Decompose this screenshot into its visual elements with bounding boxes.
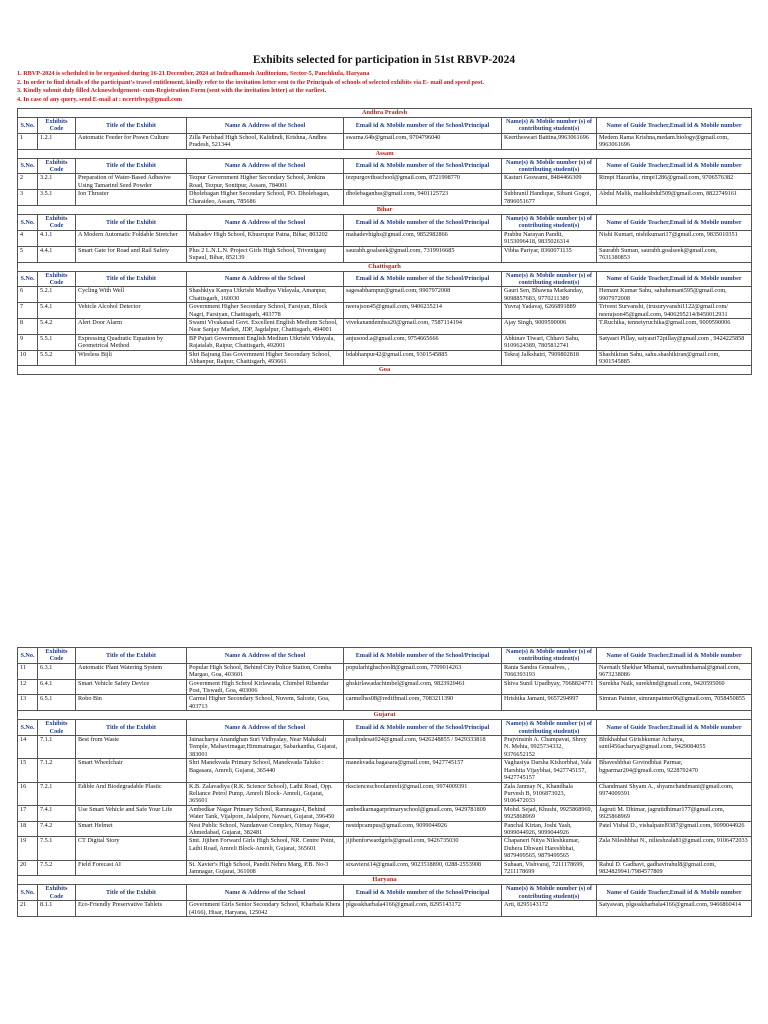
- cell-exhibit-code: 7.5.2: [38, 860, 76, 876]
- cell-school-email: tezpurgovthsschool@gmail.com, 8721998770: [344, 174, 502, 190]
- cell-students: Arti, 8295143172: [502, 901, 597, 917]
- table-row: [18, 782, 752, 805]
- cell-sno: 16: [18, 782, 38, 805]
- header-students: Name(s) & Mobile number (s) of contributing student(s): [502, 215, 597, 231]
- cell-school: Ambedkar Nagar Primary School, Ramnagar-I, Behind Water Tank, Vijalpore, Jalalpore, Navsari, Gujarat, 396450: [187, 805, 344, 821]
- header-guide-teacher: Name of Guide Teacher,Email id & Mobile number: [597, 158, 752, 174]
- cell-school: Plus 2 L.N.L.N. Project Girls High School, Triveniganj Supaul, Bihar, 852139: [187, 246, 344, 262]
- cell-guide-teacher: Jagruti M. Dhimar, jagrutidhimar177@gmail.com, 9925868969: [597, 805, 752, 821]
- cell-school: Swami Vivakanad Govt. Excellent English Medium School, Near Sanjay Market, JDP, Jagdalpur, Chattisgarh, 494001: [187, 318, 344, 334]
- cell-exhibit-title: Smart Wheelchair: [76, 759, 187, 782]
- cell-guide-teacher: Triveni Survanshi, (trusuryvanshi1122@gmail.com/ neerajson45@gmail.com, 9406295214/8450012931: [597, 303, 752, 319]
- cell-exhibit-code: 5.2.1: [38, 287, 76, 303]
- header-students: Name(s) & Mobile number (s) of contributing student(s): [502, 271, 597, 287]
- table-header-row: [18, 118, 752, 134]
- table-row: [18, 821, 752, 837]
- cell-school: Government High School Kirlawada, Chimbel Ribandar Post, Tiswadi, Goa, 403006: [187, 679, 344, 695]
- header-school-email: Email id & Mobile number of the School/Principal: [344, 118, 502, 134]
- cell-school: BP Pujari Government English Medium Utkrisht Vidayala, Rajatalab, Raipur, Chattisgarh, 492001: [187, 334, 344, 350]
- header-school: Name & Address of the School: [187, 271, 344, 287]
- cell-exhibit-title: Smart Gate for Road and Rail Safety: [76, 246, 187, 262]
- header-school: Name & Address of the School: [187, 720, 344, 736]
- cell-exhibit-title: Vehicle Alcohol Detector: [76, 303, 187, 319]
- cell-school-email: stxaviersi14@gmail.com, 9023518890, 0288-2553908: [344, 860, 502, 876]
- cell-school: Government Girls Senior Secondary School, Kharbala Khera (4166), Hisar, Haryana, 125042: [187, 901, 344, 917]
- header-students: Name(s) & Mobile number (s) of contributing student(s): [502, 885, 597, 901]
- cell-exhibit-title: Automatic Feeder for Prawn Culture: [76, 133, 187, 149]
- cell-students: Hrishika Jamani, 9657294997: [502, 695, 597, 711]
- cell-school-email: mahadevhighs@gmail.com, 9852982866: [344, 230, 502, 246]
- state-row: [18, 262, 752, 271]
- cell-school: Tezpur Government Higher Secondary School, Jenkins Road, Tezpur, Sonitpur, Assam, 784001: [187, 174, 344, 190]
- cell-students: Prabhu Narayan Pandit, 9153096418, 9835026314: [502, 230, 597, 246]
- cell-students: Vibha Pariyar, 8360071135: [502, 246, 597, 262]
- header-exhibit-title: Title of the Exhibit: [76, 648, 187, 664]
- note-item: 3. Kindly submit duly filled Acknowledgement- cum-Registration Form (sent with the invitation letter) at the earliest.: [17, 87, 327, 95]
- cell-sno: 8: [18, 318, 38, 334]
- cell-exhibit-code: 4.4.1: [38, 246, 76, 262]
- state-name: Haryana: [18, 876, 752, 885]
- cell-students: Keertheswari Battina,9963061696: [502, 133, 597, 149]
- cell-exhibit-code: 5.4.1: [38, 303, 76, 319]
- cell-exhibit-title: Best from Waste: [76, 736, 187, 759]
- table-row: [18, 663, 752, 679]
- header-exhibit-title: Title of the Exhibit: [76, 271, 187, 287]
- table-row: [18, 901, 752, 917]
- header-exhibit-code: Exhibits Code: [38, 215, 76, 231]
- table-header-row: [18, 271, 752, 287]
- cell-guide-teacher: Rimpi Hazarika, rimpi1286@gmail.com, 9706576382: [597, 174, 752, 190]
- cell-school-email: popularhighschool8@gmail.com, 7709014263: [344, 663, 502, 679]
- cell-guide-teacher: T.Ruchika, tennetyruchika@gmail.com, 9009590006: [597, 318, 752, 334]
- table-row: [18, 190, 752, 206]
- header-school-email: Email id & Mobile number of the School/Principal: [344, 215, 502, 231]
- cell-students: Ajay Singh, 9009590006: [502, 318, 597, 334]
- header-exhibit-title: Title of the Exhibit: [76, 885, 187, 901]
- cell-sno: 15: [18, 759, 38, 782]
- cell-exhibit-code: 3.2.1: [38, 174, 76, 190]
- cell-school-email: dholebaganhss@gmail.com, 9401125723: [344, 190, 502, 206]
- cell-students: Abhinav Tiwari, Chhavi Sahu, 9109624389, 7805812741: [502, 334, 597, 350]
- header-school-email: Email id & Mobile number of the School/Principal: [344, 720, 502, 736]
- header-school: Name & Address of the School: [187, 648, 344, 664]
- note-item: 4. In case of any query, send E-mail at : ncertrbvp@gmail.com: [17, 95, 183, 103]
- header-sno: S.No.: [18, 118, 38, 134]
- cell-sno: 5: [18, 246, 38, 262]
- table-row: [18, 334, 752, 350]
- cell-sno: 20: [18, 860, 38, 876]
- cell-exhibit-code: 5.4.2: [38, 318, 76, 334]
- header-guide-teacher: Name of Guide Teacher,Email id & Mobile number: [597, 271, 752, 287]
- cell-sno: 6: [18, 287, 38, 303]
- cell-school-email: bdabhanpur42@gmail.com, 9301545885: [344, 350, 502, 366]
- header-guide-teacher: Name of Guide Teacher,Email id & Mobile number: [597, 215, 752, 231]
- table-row: [18, 287, 752, 303]
- header-guide-teacher: Name of Guide Teacher,Email id & Mobile number: [597, 885, 752, 901]
- state-name: Assam: [18, 149, 752, 158]
- document-title: Exhibits selected for participation in 51st RBVP-2024: [252, 54, 516, 66]
- header-exhibit-code: Exhibits Code: [38, 118, 76, 134]
- cell-guide-teacher: Chandmani Shyam A., shyamchandmani@gmail.com, 9974009391: [597, 782, 752, 805]
- header-school: Name & Address of the School: [187, 118, 344, 134]
- header-exhibit-code: Exhibits Code: [38, 158, 76, 174]
- cell-exhibit-title: Preparation of Water-Based Adhesive Using Tamarind Seed Powder: [76, 174, 187, 190]
- cell-exhibit-title: Ion Thruster: [76, 190, 187, 206]
- cell-students: Subhranil Handique, Sibani Gogoi, 7896051677: [502, 190, 597, 206]
- cell-school-email: pradipdesai024@gmail.com, 9426248855 / 9429333818: [344, 736, 502, 759]
- cell-sno: 10: [18, 350, 38, 366]
- page-gap: [0, 630, 768, 645]
- header-guide-teacher: Name of Guide Teacher,Email id & Mobile number: [597, 118, 752, 134]
- table-row: [18, 837, 752, 860]
- cell-students: Kasturi Goswami, 8484466309: [502, 174, 597, 190]
- cell-sno: 13: [18, 695, 38, 711]
- header-sno: S.No.: [18, 271, 38, 287]
- cell-students: Tekraj Jalkshatri, 7909802818: [502, 350, 597, 366]
- document-page-2: [0, 645, 768, 1024]
- cell-students: Yuvraj Yadavaj, 6266891889: [502, 303, 597, 319]
- cell-exhibit-code: 7.1.2: [38, 759, 76, 782]
- table-row: [18, 303, 752, 319]
- table-row: [18, 350, 752, 366]
- header-students: Name(s) & Mobile number (s) of contributing student(s): [502, 648, 597, 664]
- cell-exhibit-code: 7.2.1: [38, 782, 76, 805]
- cell-school: Popular High School, Behind City Police Station, Comba Margao, Goa, 403601: [187, 663, 344, 679]
- cell-exhibit-title: Automatic Plant Watering System: [76, 663, 187, 679]
- cell-exhibit-title: Cycling With Well: [76, 287, 187, 303]
- table-header-row: [18, 158, 752, 174]
- table-row: [18, 695, 752, 711]
- table-row: [18, 174, 752, 190]
- table-header-row: [18, 885, 752, 901]
- state-name: Andhra Pradesh: [18, 109, 752, 118]
- cell-school-email: jijibenforwardgirls@gmail.com, 9426735030: [344, 837, 502, 860]
- cell-school: Mahadev High School, Khusrupur Patna, Bihar, 803202: [187, 230, 344, 246]
- cell-guide-teacher: Rahul D. Gadhavi, gadhavirahul8@gmail.com, 9824829941/7984577809: [597, 860, 752, 876]
- cell-school: Dholebagan Higher Secondary School, PO. Dholebagan, Charaideo, Assam, 785686: [187, 190, 344, 206]
- cell-sno: 9: [18, 334, 38, 350]
- cell-guide-teacher: Nishi Kumari, nishikumari17@gmail.com, 9835010351: [597, 230, 752, 246]
- cell-exhibit-code: 6.3.1: [38, 663, 76, 679]
- header-exhibit-title: Title of the Exhibit: [76, 118, 187, 134]
- cell-guide-teacher: Bhaveshbhai Govindbhai Parmar, bgparmar204@gmail.com, 9228792470: [597, 759, 752, 782]
- cell-guide-teacher: Abdul Malik, malikabdul509@gmail.com, 8822749161: [597, 190, 752, 206]
- cell-exhibit-title: Smart Helmet: [76, 821, 187, 837]
- cell-guide-teacher: Patel Vishal D., vishalpatel9387@gmail.com, 9099044926: [597, 821, 752, 837]
- cell-school-email: ghskirlawadachimbel@gmail.com, 9823920461: [344, 679, 502, 695]
- header-school-email: Email id & Mobile number of the School/Principal: [344, 271, 502, 287]
- cell-sno: 4: [18, 230, 38, 246]
- cell-school-email: plgssskharbala4166@gmail.com, 8295143172: [344, 901, 502, 917]
- cell-guide-teacher: Zala Nileshbhai N., nilieshzala81@gmail.com, 9106472033: [597, 837, 752, 860]
- cell-school-email: manekvada.bagasara@gmail.com, 9427745157: [344, 759, 502, 782]
- table-row: [18, 759, 752, 782]
- cell-guide-teacher: Shashikiran Sahu, sahu.shashikiran@gmail.com, 9301545885: [597, 350, 752, 366]
- state-name: Bihar: [18, 206, 752, 215]
- cell-exhibit-title: CT Digital Story: [76, 837, 187, 860]
- cell-guide-teacher: Hemant Kumar Sahu, sahuhemant595@gmail.com, 9907972008: [597, 287, 752, 303]
- header-sno: S.No.: [18, 885, 38, 901]
- table-row: [18, 805, 752, 821]
- cell-exhibit-code: 7.4.2: [38, 821, 76, 837]
- cell-school: Jainacharya Anandghan Suri Vidhyalay, Near Mahakali Temple, Mahavirnagar,Himmatnagar, Sabarkantha, Gujarat, 383001: [187, 736, 344, 759]
- cell-students: Rania Sandra Gonsalves, , 7066393193: [502, 663, 597, 679]
- cell-school-email: nestdpcampus@gmail.com, 9099044926: [344, 821, 502, 837]
- cell-school: Shri Manekvada Primary School, Manekvada Taluko : Bagasara, Amreli, Gujarat, 365440: [187, 759, 344, 782]
- cell-sno: 1: [18, 133, 38, 149]
- header-school: Name & Address of the School: [187, 158, 344, 174]
- cell-exhibit-code: 1.2.1: [38, 133, 76, 149]
- cell-students: Panchal Kirtan, Joshi Yash, 9099044926, 9099044926: [502, 821, 597, 837]
- state-name: Gujarat: [18, 711, 752, 720]
- cell-sno: 2: [18, 174, 38, 190]
- header-exhibit-code: Exhibits Code: [38, 720, 76, 736]
- cell-exhibit-title: Field Forecast AI: [76, 860, 187, 876]
- cell-exhibit-code: 7.5.1: [38, 837, 76, 860]
- cell-exhibit-code: 7.4.1: [38, 805, 76, 821]
- cell-exhibit-title: A Modern Automatic Foldable Stretcher: [76, 230, 187, 246]
- cell-school: Smt. Jijiben Forward Girls High School, NR. Centre Point, Lathi Road, Amreli Block-Amreli, Gujarat, 365601: [187, 837, 344, 860]
- cell-sno: 14: [18, 736, 38, 759]
- cell-school-email: sagesabhampur@gmail.com, 9907972008: [344, 287, 502, 303]
- state-row: [18, 149, 752, 158]
- cell-school: St. Xavier's High School, Pandit Nehru Marg, P.B. No-3 Jamnagar, Gujarat, 361008: [187, 860, 344, 876]
- notes-list: [17, 70, 757, 104]
- table-header-row: [18, 648, 752, 664]
- header-exhibit-code: Exhibits Code: [38, 271, 76, 287]
- header-school-email: Email id & Mobile number of the School/Principal: [344, 885, 502, 901]
- cell-school: Shashkiya Kanya Utkrisht Madhya Vidayala, Amanpur, Chattisgarh, 160030: [187, 287, 344, 303]
- cell-exhibit-title: Alert Door Alarm: [76, 318, 187, 334]
- cell-exhibit-code: 6.5.1: [38, 695, 76, 711]
- cell-school-email: neerajson45@gmail.com, 9406235214: [344, 303, 502, 319]
- exhibits-table-page-1: [17, 108, 751, 375]
- table-row: [18, 736, 752, 759]
- cell-guide-teacher: Satyawan, plgssskharbala4166@gmail.com, 9466860414: [597, 901, 752, 917]
- cell-exhibit-title: Use Smart Vehicle and Safe Your Life: [76, 805, 187, 821]
- header-exhibit-title: Title of the Exhibit: [76, 720, 187, 736]
- cell-sno: 21: [18, 901, 38, 917]
- cell-sno: 18: [18, 821, 38, 837]
- cell-school: K.B. Zalavadiya (R.K. Science School), Lathi Road, Opp. Reliance Petrol Pump, Amreli Block- Amreli, Gujarat, 365601: [187, 782, 344, 805]
- cell-exhibit-code: 7.1.1: [38, 736, 76, 759]
- cell-sno: 11: [18, 663, 38, 679]
- header-exhibit-title: Title of the Exhibit: [76, 215, 187, 231]
- note-item: 1. RBVP-2024 is scheduled to be organised during 16-21 December, 2024 at Indradhanush Auditorium, Sector-5, Panchkula, Haryana: [17, 70, 370, 77]
- cell-sno: 3: [18, 190, 38, 206]
- cell-guide-teacher: Satyasri Pillay, satyasri72pillay@gmail.com , 9424225858: [597, 334, 752, 350]
- header-school: Name & Address of the School: [187, 215, 344, 231]
- cell-school-email: rkscienceschoolamreli@gmail.com, 9974009391: [344, 782, 502, 805]
- cell-sno: 7: [18, 303, 38, 319]
- cell-school-email: anjusood.a@gmail.com, 9754665666: [344, 334, 502, 350]
- cell-exhibit-code: 8.1.1: [38, 901, 76, 917]
- cell-exhibit-code: 6.4.1: [38, 679, 76, 695]
- cell-school: Government Higher Secondary School, Farsiyan, Block Nagri, Farsiyan, Chattisgarh, 493778: [187, 303, 344, 319]
- cell-students: Suhaan, Vishvaraj, 7211178699, 7211178699: [502, 860, 597, 876]
- cell-school-email: ambedkarnagarprimaryschool@gmail.com, 9429781809: [344, 805, 502, 821]
- cell-sno: 17: [18, 805, 38, 821]
- cell-guide-teacher: Bhikhabhai Girishkumar Acharya, sunil456acharya@gmail.com, 9429084055: [597, 736, 752, 759]
- cell-exhibit-title: Smart Vehicle Safety Device: [76, 679, 187, 695]
- cell-school-email: swarna.64b@gmail.com, 9704796040: [344, 133, 502, 149]
- header-students: Name(s) & Mobile number (s) of contributing student(s): [502, 720, 597, 736]
- table-row: [18, 318, 752, 334]
- cell-guide-teacher: Surekha Naik, surekhnd@gmail.com, 9420595060: [597, 679, 752, 695]
- cell-school-email: carmelhss08@rediffmail.com, 7083211390: [344, 695, 502, 711]
- header-exhibit-code: Exhibits Code: [38, 648, 76, 664]
- state-row: [18, 876, 752, 885]
- cell-exhibit-title: Expressing Quadratic Equation by Geometrical Method: [76, 334, 187, 350]
- cell-exhibit-title: Eco-Friendly Preservative Tablets: [76, 901, 187, 917]
- cell-guide-teacher: Saurabh Suman, saurabh.goalseek@gmail.com, 7631380853: [597, 246, 752, 262]
- state-row: [18, 206, 752, 215]
- cell-guide-teacher: Simran Painter, simranpainter06@gmail.com, 7058450855: [597, 695, 752, 711]
- cell-school: Zilla Parishad High School, Kalidindi, Krishna, Andhra Pradesh, 521344: [187, 133, 344, 149]
- cell-exhibit-code: 4.1.1: [38, 230, 76, 246]
- header-students: Name(s) & Mobile number (s) of contributing student(s): [502, 158, 597, 174]
- cell-students: Vaghasiya Darsha Kishorbhai, Vala Harshita Vijaybhai, 9427745157, 9427745157: [502, 759, 597, 782]
- cell-sno: 12: [18, 679, 38, 695]
- note-item: 2. In order to find details of the participant's travel entitlement, kindly refer to the invitation letter sent to the Principals of schools of selected exhibits via E- mail and speed post.: [17, 78, 485, 86]
- header-school: Name & Address of the School: [187, 885, 344, 901]
- header-sno: S.No.: [18, 158, 38, 174]
- table-header-row: [18, 215, 752, 231]
- state-row: [18, 366, 752, 375]
- cell-exhibit-title: Robo Bin: [76, 695, 187, 711]
- cell-school-email: vivekanandemhss20@gmail.com, 7587114194: [344, 318, 502, 334]
- cell-exhibit-code: 5.5.2: [38, 350, 76, 366]
- header-sno: S.No.: [18, 215, 38, 231]
- header-school-email: Email id & Mobile number of the School/Principal: [344, 158, 502, 174]
- table-header-row: [18, 720, 752, 736]
- cell-guide-teacher: Navnath Shekhar Mhamal, navnathmhamal@gmail.com, 9673238086: [597, 663, 752, 679]
- cell-students: Prajvinsinh A. Champavat, Shrey N. Mehta, 9925734332, 9376652152: [502, 736, 597, 759]
- cell-exhibit-title: Edible And Biodegradable Plastic: [76, 782, 187, 805]
- cell-exhibit-title: Wireless Bijli: [76, 350, 187, 366]
- cell-students: Shiva Sunil Upadhyay, 7068824771: [502, 679, 597, 695]
- cell-school: Nest Public School, Nandanvan Complex, Nirnay Nagar, Ahmedabad, Gujarat, 382481: [187, 821, 344, 837]
- table-row: [18, 230, 752, 246]
- state-name: Goa: [18, 366, 752, 375]
- state-row: [18, 711, 752, 720]
- cell-exhibit-code: 3.5.1: [38, 190, 76, 206]
- header-school-email: Email id & Mobile number of the School/Principal: [344, 648, 502, 664]
- header-exhibit-title: Title of the Exhibit: [76, 158, 187, 174]
- exhibits-table-page-2: [17, 647, 751, 917]
- header-guide-teacher: Name of Guide Teacher,Email id & Mobile number: [597, 720, 752, 736]
- header-exhibit-code: Exhibits Code: [38, 885, 76, 901]
- state-row: [18, 109, 752, 118]
- cell-exhibit-code: 5.5.1: [38, 334, 76, 350]
- cell-school: Shri Bajrang Das Government Higher Secondary School, Abhanpur, Raipur, Chattisgarh, 493661: [187, 350, 344, 366]
- cell-students: Gauri Sen, Bhawna Markanday, 9098857683, 9770211389: [502, 287, 597, 303]
- header-students: Name(s) & Mobile number (s) of contributing student(s): [502, 118, 597, 134]
- cell-students: Zala Janmay N., Khandhala Purvesh B, 9106873023, 9106472033: [502, 782, 597, 805]
- state-name: Chattisgarh: [18, 262, 752, 271]
- cell-school-email: saurabh.goalseek@gmail.com, 7319916685: [344, 246, 502, 262]
- table-row: [18, 133, 752, 149]
- cell-students: Chapaneri Nitya Nileshkumar, Duhera Dhwani Hareshbhai, 9879499565, 9879499565: [502, 837, 597, 860]
- cell-guide-teacher: Medem Rama Krishna,medam.biology@gmail.com, 9963061696: [597, 133, 752, 149]
- table-row: [18, 860, 752, 876]
- header-guide-teacher: Name of Guide Teacher,Email id & Mobile number: [597, 648, 752, 664]
- table-row: [18, 246, 752, 262]
- table-row: [18, 679, 752, 695]
- cell-sno: 19: [18, 837, 38, 860]
- cell-students: Mohd. Sejad, Khushi, 9925868969, 9925868969: [502, 805, 597, 821]
- cell-school: Carmel Higher Secondary School, Nuvem, Salcete, Goa, 403713: [187, 695, 344, 711]
- header-sno: S.No.: [18, 720, 38, 736]
- header-sno: S.No.: [18, 648, 38, 664]
